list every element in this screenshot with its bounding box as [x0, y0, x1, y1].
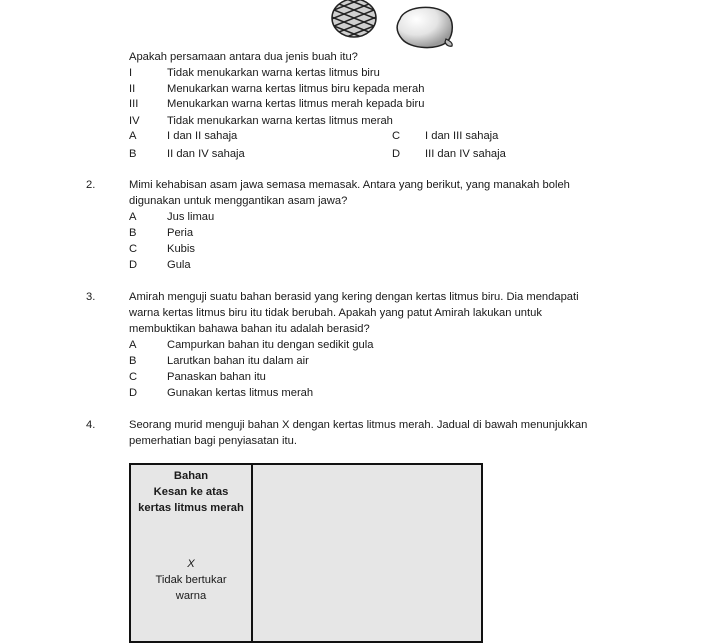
question-text: warna kertas litmus biru itu tidak berubah. Apakah yang patut Amirah lakukan untuk	[129, 307, 542, 319]
row-label-x: X	[187, 558, 195, 570]
option-letter: D	[129, 259, 138, 271]
option-text: III dan IV sahaja	[425, 148, 506, 160]
statement-text: Tidak menukarkan warna kertas litmus merah	[167, 115, 393, 127]
observation-table	[129, 463, 483, 643]
option-letter: C	[129, 243, 138, 255]
lemon-image	[394, 3, 456, 51]
pineapple-image	[329, 0, 379, 42]
question-text: Seorang murid menguji bahan X dengan kertas litmus merah. Jadual di bawah menunjukkan	[129, 419, 588, 431]
question-number: 3.	[86, 291, 96, 303]
question-text: Amirah menguji suatu bahan berasid yang kering dengan kertas litmus biru. Dia mendapati	[129, 291, 579, 303]
question-number: 4.	[86, 419, 96, 431]
option-text: Campurkan bahan itu dengan sedikit gula	[167, 339, 374, 351]
table-empty-column	[252, 464, 482, 642]
header-line: Kesan ke atas	[153, 486, 229, 498]
option-text: Jus limau	[167, 211, 215, 223]
option-text: I dan II sahaja	[167, 130, 238, 142]
option-text: Kubis	[167, 243, 195, 255]
statement-text: Tidak menukarkan warna kertas litmus biru	[167, 67, 380, 79]
option-letter: B	[129, 148, 137, 160]
option-letter: C	[129, 371, 138, 383]
question-text: membuktikan bahawa bahan itu adalah berasid?	[129, 323, 370, 335]
option-letter: D	[392, 148, 401, 160]
statement-num: I	[129, 67, 133, 79]
statement-text: Menukarkan warna kertas litmus biru kepada merah	[167, 83, 425, 95]
option-letter: B	[129, 355, 137, 367]
option-text: Peria	[167, 227, 194, 239]
statement-num: III	[129, 98, 139, 110]
option-text: Panaskan bahan itu	[167, 371, 266, 383]
option-text: I dan III sahaja	[425, 130, 499, 142]
statement-num: II	[129, 83, 136, 95]
header-line: kertas litmus merah	[138, 502, 244, 514]
header-line: Bahan	[173, 470, 209, 482]
statement-text: Menukarkan warna kertas litmus merah kepada biru	[167, 98, 425, 110]
option-text: II dan IV sahaja	[167, 148, 245, 160]
statement-num: IV	[129, 115, 140, 127]
option-letter: C	[392, 130, 401, 142]
question-text: Mimi kehabisan asam jawa semasa memasak. Antara yang berikut, yang manakah boleh	[129, 179, 570, 191]
row-observation	[131, 572, 251, 604]
option-letter: A	[129, 130, 137, 142]
option-letter: B	[129, 227, 137, 239]
option-letter: A	[129, 211, 137, 223]
observation-line: warna	[175, 590, 207, 602]
observation-line: Tidak bertukar	[155, 574, 227, 586]
question-text: pemerhatian bagi penyiasatan itu.	[129, 435, 297, 447]
option-text: Larutkan bahan itu dalam air	[167, 355, 309, 367]
table-header	[131, 468, 251, 516]
question-text: digunakan untuk menggantikan asam jawa?	[129, 195, 348, 207]
question-number: 2.	[86, 179, 96, 191]
option-letter: D	[129, 387, 138, 399]
option-text: Gula	[167, 259, 191, 271]
intro-question: Apakah persamaan antara dua jenis buah itu?	[129, 51, 358, 63]
table-label-column	[130, 464, 252, 642]
option-text: Gunakan kertas litmus merah	[167, 387, 314, 399]
option-letter: A	[129, 339, 137, 351]
